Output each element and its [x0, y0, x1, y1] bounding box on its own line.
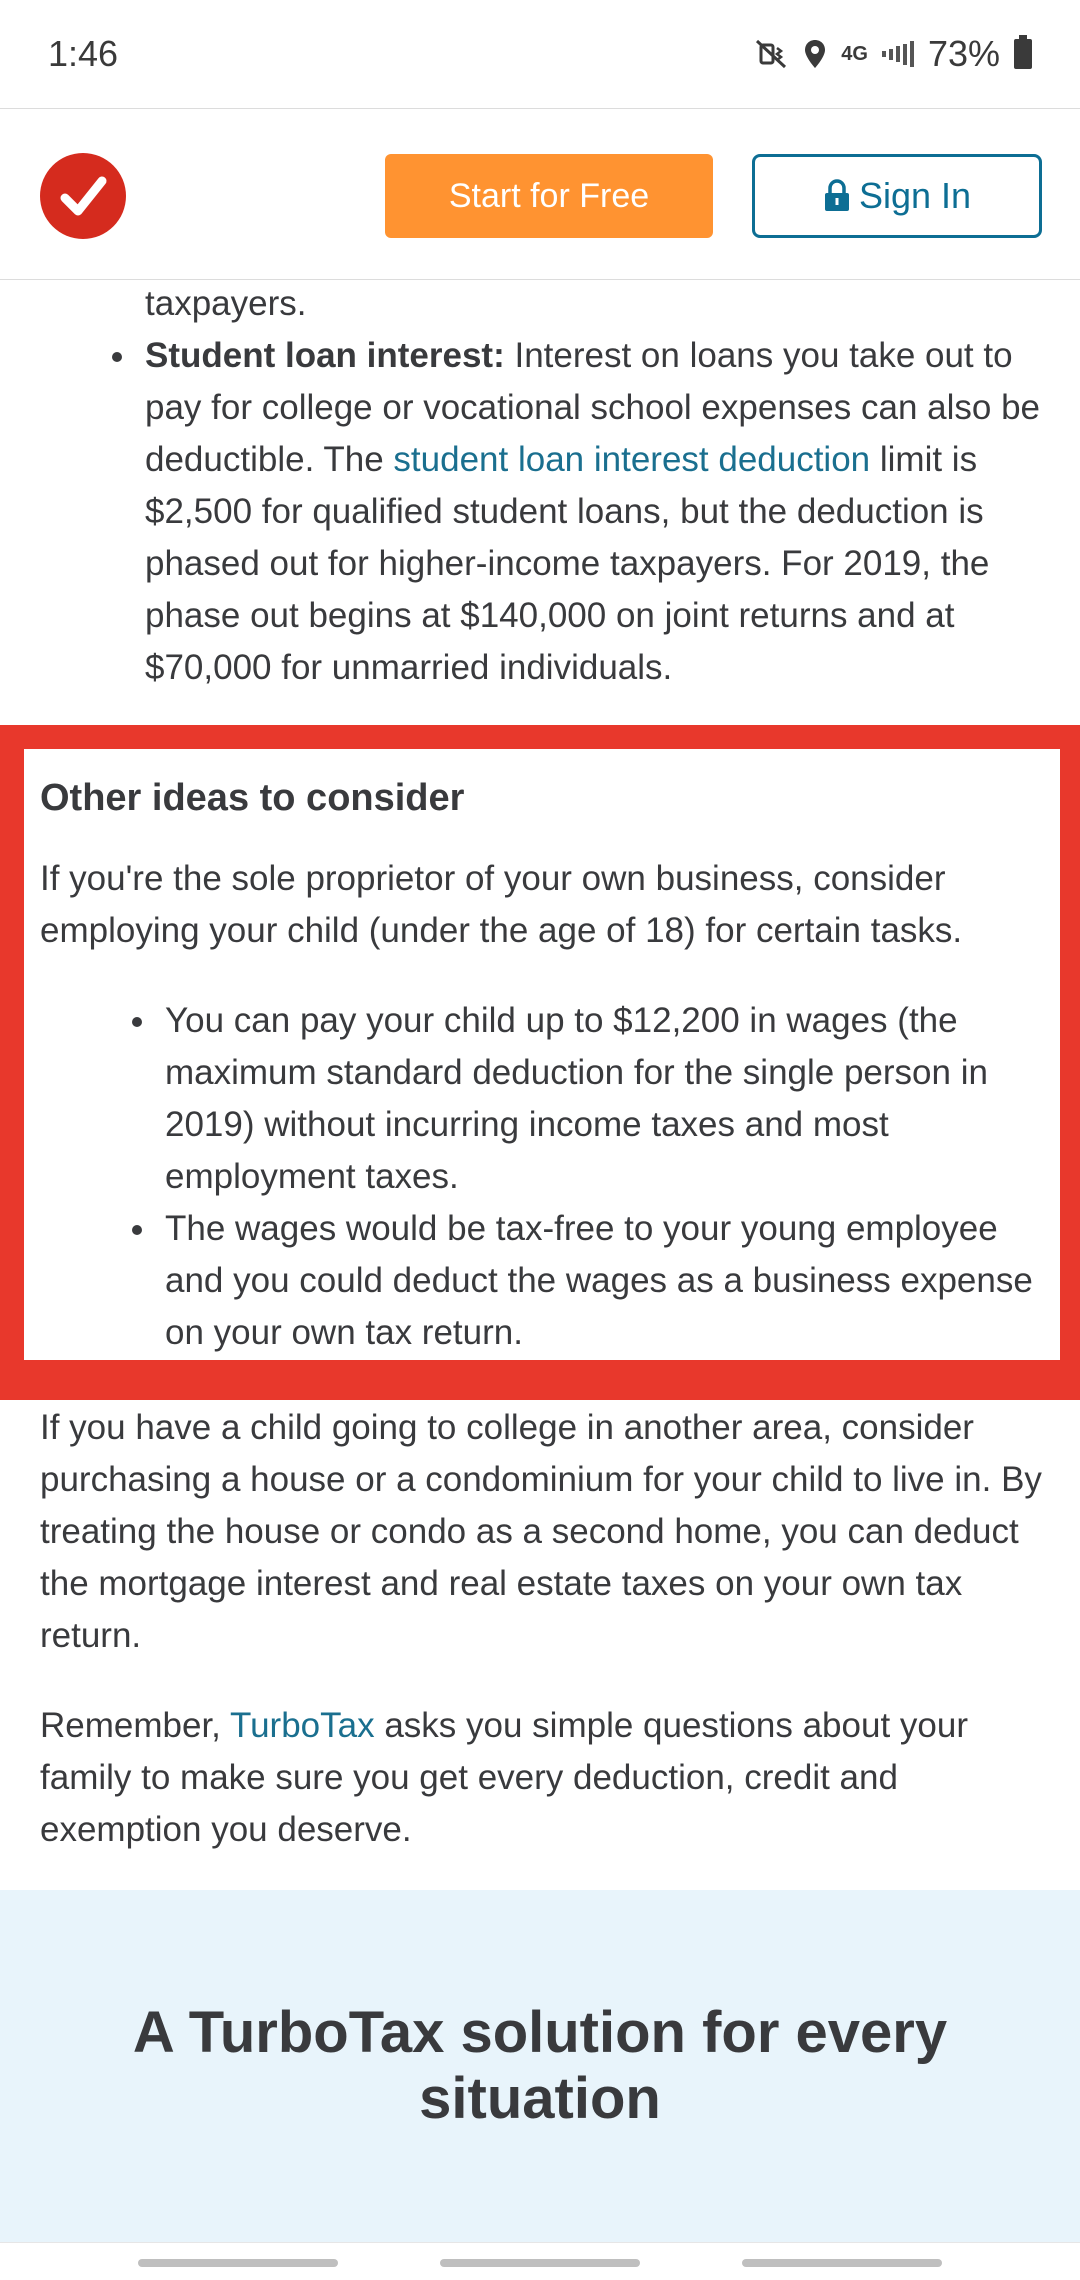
college-paragraph: If you have a child going to college in another area, consider purchasing a house or a condominium for your child to live in. By treating the house or condo as a second home, you can deduct the mortgage interest and real estate taxes on your own tax return. [40, 1408, 1042, 1655]
lock-icon [823, 179, 851, 213]
signal-icon [882, 41, 914, 67]
other-ideas-heading: Other ideas to consider [40, 777, 465, 819]
deduction-list [0, 280, 1080, 694]
status-icons [755, 33, 1032, 75]
battery-percent: 73% [927, 33, 1000, 74]
location-icon [803, 38, 827, 70]
list-item: The wages would be tax-free to your young employee and you could deduct the wages as a business expense on your own tax return. [40, 1203, 1060, 1359]
mute-vibrate-icon [755, 39, 789, 69]
start-for-free-button[interactable] [385, 154, 713, 238]
nav-back-handle[interactable] [742, 2259, 942, 2267]
highlight-box [0, 725, 1080, 1400]
sign-in-label: Sign In [858, 175, 972, 216]
student-loan-text-1: Interest on loans you take out to pay for college or vocational school expenses can also be deductible. The [145, 336, 1040, 479]
status-bar [0, 0, 1080, 108]
sign-in-button[interactable] [752, 154, 1042, 238]
other-ideas-intro: If you're the sole proprietor of your own business, consider employing your child (under the age of 18) for certain tasks. [40, 859, 963, 950]
network-4g-icon: 4G [841, 42, 868, 65]
start-button-label: Start for Free [448, 176, 650, 215]
checkmark-icon [55, 168, 111, 224]
list-item-tail: taxpayers. [145, 284, 307, 323]
solution-banner [0, 1890, 1080, 2242]
turbotax-logo[interactable] [40, 153, 126, 239]
status-time: 1:46 [48, 33, 119, 74]
site-header [0, 108, 1080, 280]
battery-icon [1014, 39, 1032, 69]
other-ideas-list [40, 995, 1060, 1359]
student-loan-text-2: limit is $2,500 for qualified student loans, but the deduction is phased out for higher-income taxpayers. For 2019, the phase out begins at $140,000 on joint returns and at $70,000 for unmarried individuals. [145, 440, 990, 687]
list-item-student-loan [0, 330, 1080, 694]
remember-paragraph: Remember, TurboTax asks you simple questions about your family to make sure you get every deduction, credit and exemption you deserve. [40, 1706, 968, 1849]
system-nav-bar [0, 2242, 1080, 2280]
student-loan-label: Student loan interest: [145, 336, 505, 375]
student-loan-deduction-link[interactable]: student loan interest deduction [393, 440, 871, 479]
list-item: You can pay your child up to $12,200 in wages (the maximum standard deduction for the single person in 2019) without incurring income taxes and most employment taxes. [40, 995, 1060, 1203]
banner-title: A TurboTax solution for every situation [132, 2000, 948, 2131]
nav-home-handle[interactable] [440, 2259, 640, 2267]
turbotax-link[interactable]: TurboTax [230, 1706, 375, 1745]
nav-recents-handle[interactable] [138, 2259, 338, 2267]
